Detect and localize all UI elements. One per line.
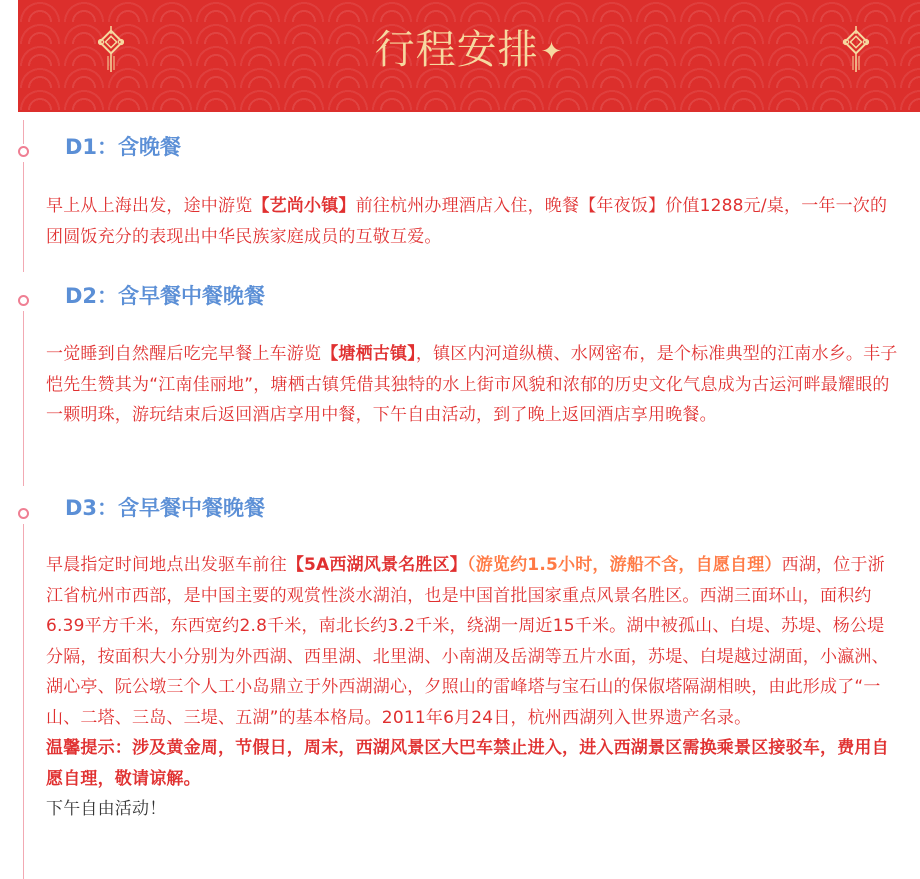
- page-title: [18, 26, 920, 76]
- day-heading: D2：含早餐中餐晚餐: [65, 284, 266, 308]
- schedule-banner: [18, 0, 920, 112]
- timeline-line: [23, 162, 24, 272]
- description-text: ，镇区内河道纵横、水网密布，是个标准典型的江南水乡。丰子恺先生赞其为“江南佳丽地”，塘栖古镇凭借其独特的水上街市风貌和浓郁的历史文化气息成为古运河畔最耀眼的一颗明珠，游玩结束后返回酒店享用中餐，下午自由活动，到了晚上返回酒店享用晚餐。: [46, 344, 898, 425]
- description-text: 早晨指定时间地点出发驱车前往: [46, 555, 287, 575]
- timeline-node: [18, 295, 29, 306]
- highlight-attraction: 【艺尚小镇】: [252, 196, 356, 216]
- afternoon-note: 下午自由活动！: [46, 799, 167, 819]
- timeline-node: [18, 146, 29, 157]
- description-text: 一觉睡到自然醒后吃完早餐上车游览: [46, 344, 322, 364]
- highlight-attraction: 【5A西湖风景名胜区】: [286, 555, 467, 575]
- description-text: 前往杭州办理酒店入住，晚餐【年夜饭】价值1288元/桌，一年一次的团圆饭充分的表现出中华民族家庭成员的互敬互爱。: [46, 196, 888, 247]
- chinese-knot-icon: [843, 26, 869, 72]
- day-description: [46, 191, 898, 252]
- description-text: 早上从上海出发，途中游览: [46, 196, 253, 216]
- sparkle-icon: ✦: [540, 37, 564, 67]
- tour-note: （游览约1.5小时，游船不含，自愿自理）: [467, 555, 782, 575]
- day-heading: D1：含晚餐: [65, 135, 182, 159]
- description-text: 西湖，位于浙江省杭州市西部，是中国主要的观赏性淡水湖泊，也是中国首批国家重点风景名胜区。西湖三面环山，面积约6.39平方千米，东西宽约2.8千米，南北长约3.2千米，绕湖一周近15千米。湖中被孤山、白堤、苏堤、杨公堤分隔，按面积大小分别为外西湖、西里湖、北里湖、小南湖及岳湖等五片水面，苏堤、白堤越过湖面，小瀛洲、湖心亭、阮公墩三个人工小岛鼎立于外西湖湖心，夕照山的雷峰塔与宝石山的保俶塔隔湖相映，由此形成了“一山、二塔、三岛、三堤、五湖”的基本格局。2011年6月24日，杭州西湖列入世界遗产名录。: [46, 555, 889, 728]
- timeline-line: [23, 120, 24, 144]
- timeline-line: [23, 524, 24, 879]
- warm-tip: 温馨提示：涉及黄金周，节假日，周末，西湖风景区大巴车禁止进入，进入西湖景区需换乘景区接驳车，费用自愿自理，敬请谅解。: [46, 738, 889, 789]
- title-text: 行程安排: [374, 27, 539, 73]
- day-description: [46, 339, 898, 431]
- highlight-attraction: 【塘栖古镇】: [321, 344, 416, 364]
- timeline-line: [23, 311, 24, 486]
- day-heading: D3：含早餐中餐晚餐: [65, 496, 266, 520]
- day-description: [46, 550, 898, 825]
- timeline-node: [18, 508, 29, 519]
